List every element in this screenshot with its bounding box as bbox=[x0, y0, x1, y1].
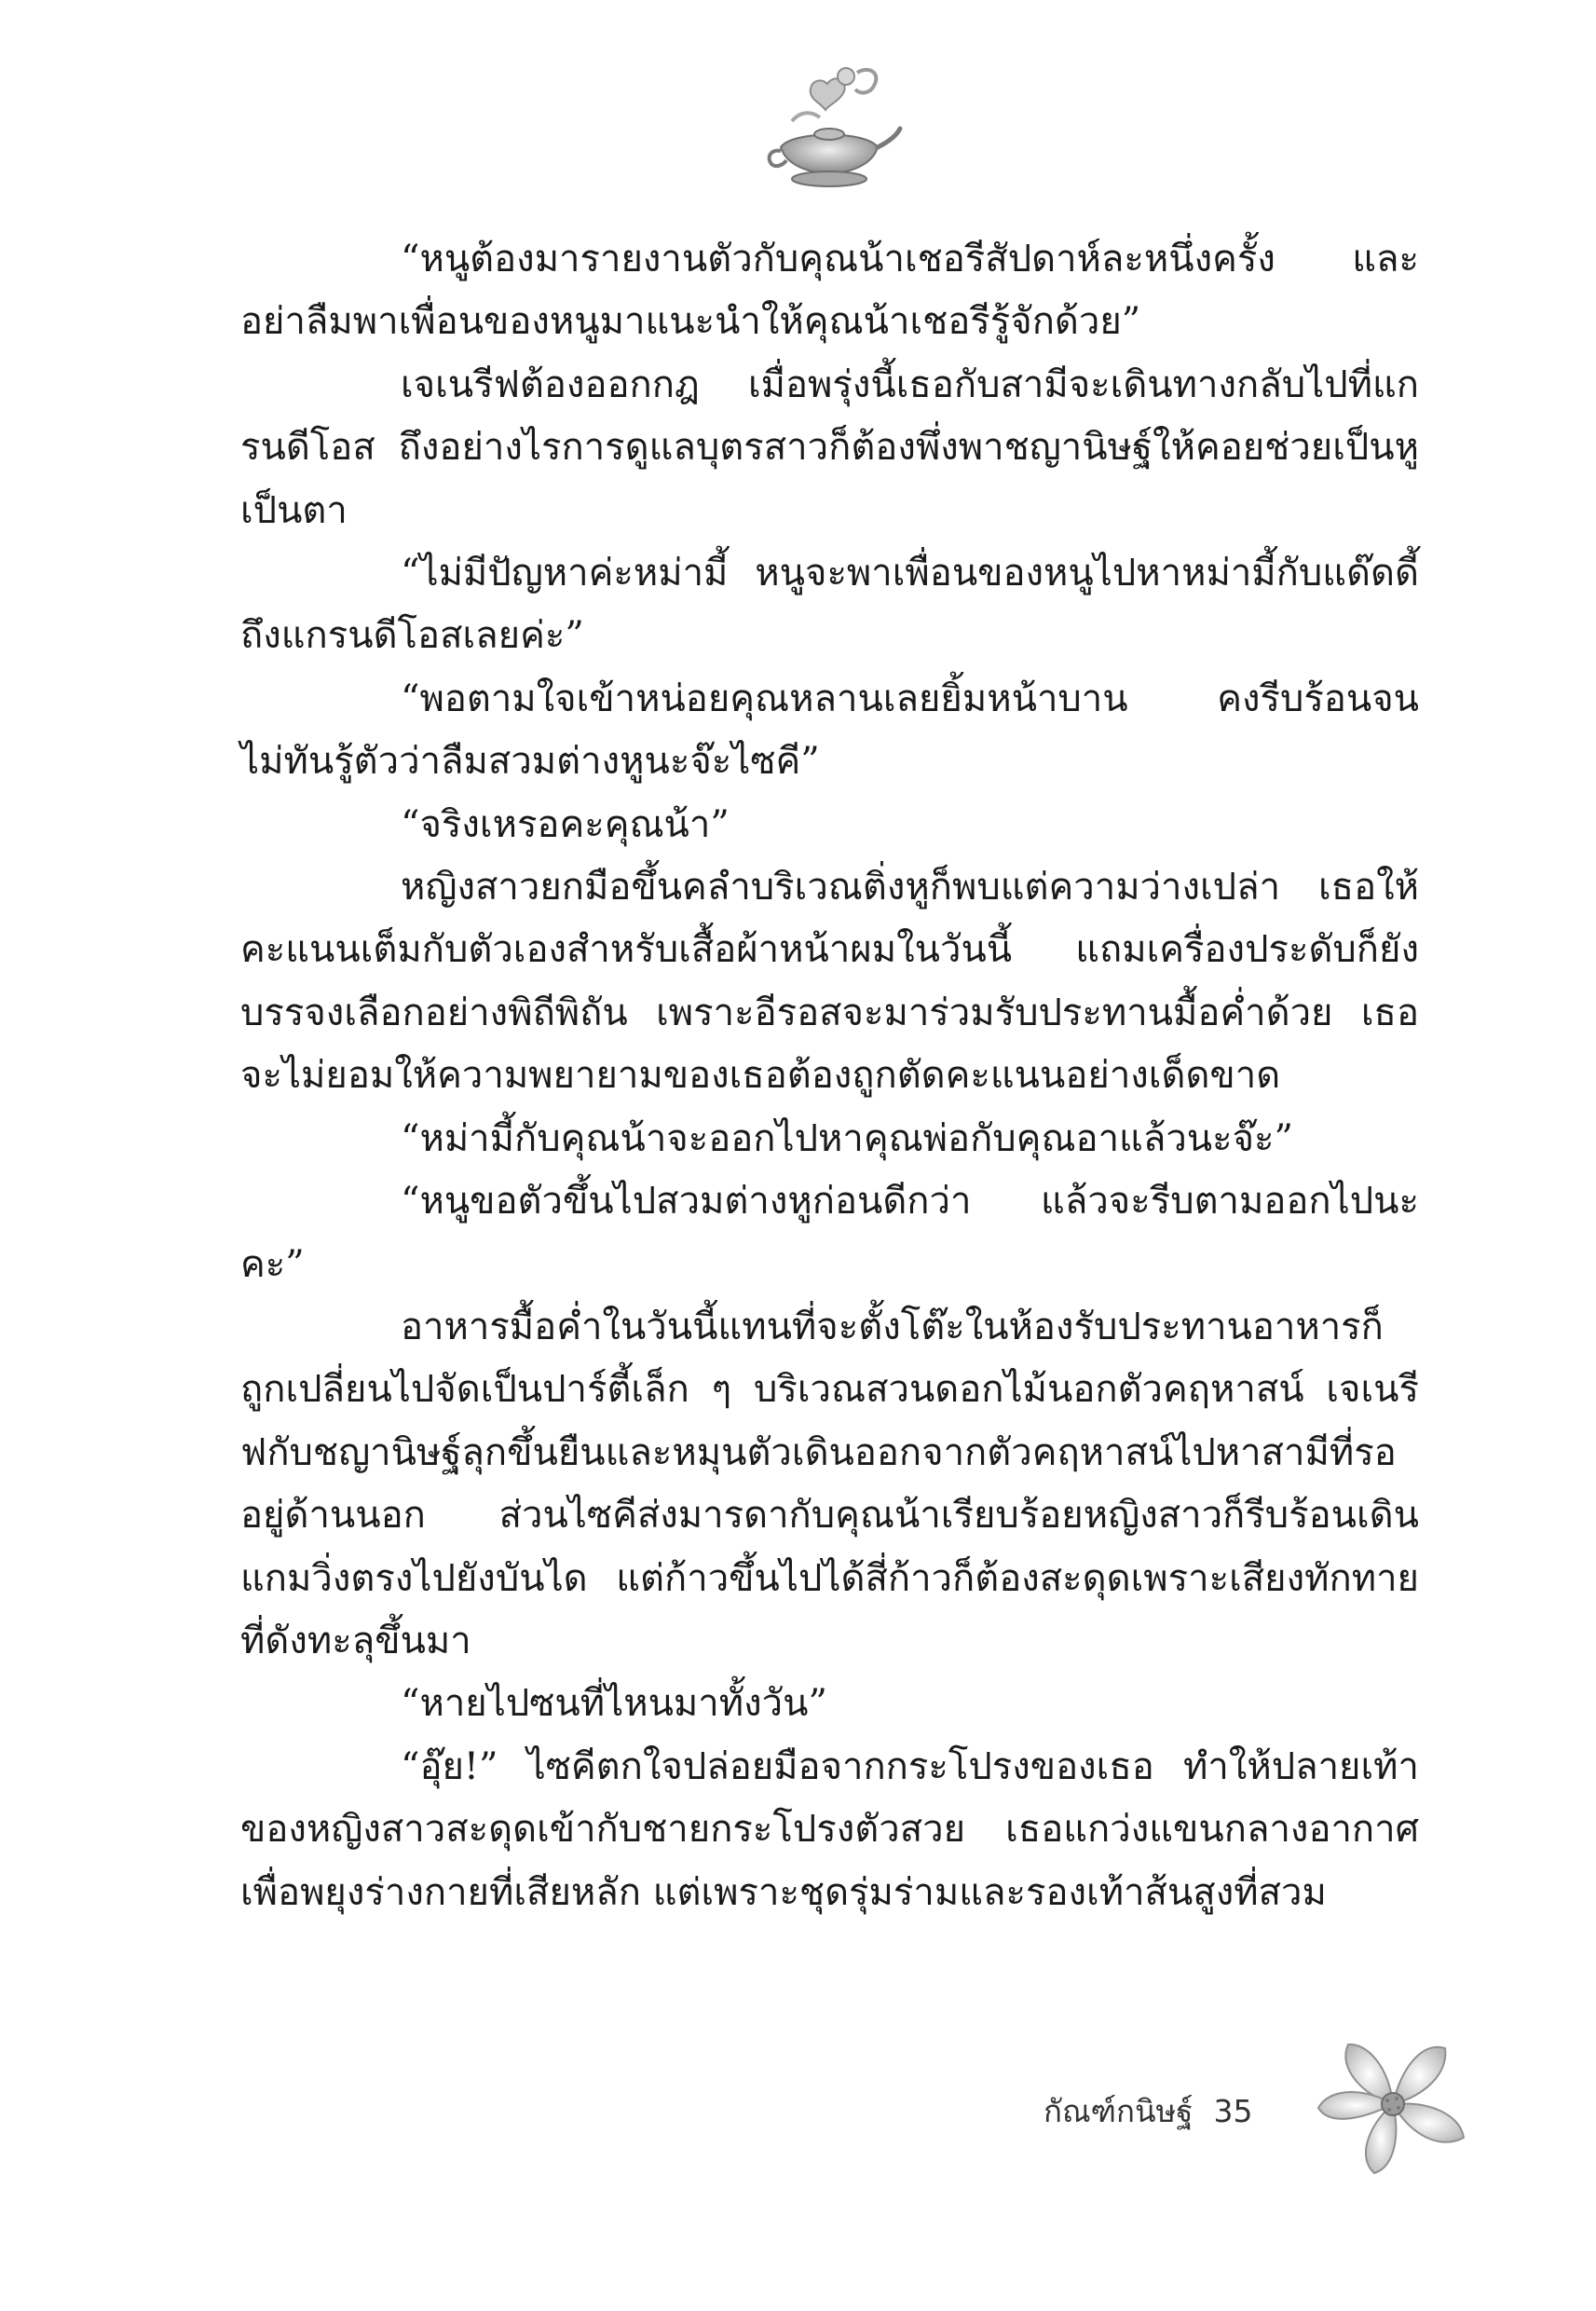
paragraph: “อุ๊ย!” ไซคีตกใจปล่อยมือจากกระโปรงของเธอ ทำให้ปลายเท้าของหญิงสาวสะดุดเข้ากับชายกระโปรงตัวสวย เธอแกว่งแขนกลางอากาศเพื่อพยุงร่างกายที่เสียหลัก แต่เพราะชุดรุ่มร่ามและรองเท้าส้นสูงที่สวม bbox=[240, 1744, 1419, 1914]
paragraph: อาหารมื้อค่ำในวันนี้แทนที่จะตั้งโต๊ะในห้องรับประทานอาหารก็ถูกเปลี่ยนไปจัดเป็นปาร์ตี้เล็ก ๆ บริเวณสวนดอกไม้นอกตัวคฤหาสน์ เจเนรีฟกับชญานิษฐ์ลุกขึ้นยืนและหมุนตัวเดินออกจากตัวคฤหาสน์ไปหาสามีที่รออยู่ด้านนอก ส่วนไซคีส่งมารดากับคุณน้าเรียบร้อยหญิงสาวก็รีบร้อนเดินแกมวิ่งตรงไปยังบันได แต่ก้าวขึ้นไปได้สี่ก้าวก็ต้องสะดุดเพราะเสียงทักทายที่ดังทะลุขึ้นมา bbox=[240, 1305, 1419, 1662]
body-text bbox=[240, 228, 1419, 1924]
paragraph: เจเนรีฟต้องออกกฎ เมื่อพรุ่งนี้เธอกับสามีจะเดินทางกลับไปที่แกรนดีโอส ถึงอย่างไรการดูแลบุตรสาวก็ต้องพึ่งพาชญานิษฐ์ให้คอยช่วยเป็นหูเป็นตา bbox=[240, 362, 1419, 532]
paragraph: “ไม่มีปัญหาค่ะหม่ามี้ หนูจะพาเพื่อนของหนูไปหาหม่ามี้กับแด๊ดดี้ถึงแกรนดีโอสเลยค่ะ” bbox=[240, 552, 1419, 658]
cupid-teapot-ornament-icon bbox=[755, 56, 904, 205]
paragraph: “หายไปซนที่ไหนมาทั้งวัน” bbox=[401, 1682, 827, 1726]
paragraph: หญิงสาวยกมือขึ้นคลำบริเวณติ่งหูก็พบแต่ความว่างเปล่า เธอให้คะแนนเต็มกับตัวเองสำหรับเสื้อผ้าหน้าผมในวันนี้ แถมเครื่องประดับก็ยังบรรจงเลือกอย่างพิถีพิถัน เพราะอีรอสจะมาร่วมรับประทานมื้อค่ำด้วย เธอจะไม่ยอมให้ความพยายามของเธอต้องถูกตัดคะแนนอย่างเด็ดขาด bbox=[240, 866, 1419, 1098]
paragraph: “หนูขอตัวขึ้นไปสวมต่างหูก่อนดีกว่า แล้วจะรีบตามออกไปนะคะ” bbox=[240, 1180, 1419, 1286]
page-number: 35 bbox=[1213, 2092, 1253, 2129]
book-title: กัณฑ์กนิษฐ์ bbox=[1044, 2092, 1194, 2129]
page-footer bbox=[1044, 2083, 1253, 2139]
paragraph: “พอตามใจเข้าหน่อยคุณหลานเลยยิ้มหน้าบาน คงรีบร้อนจนไม่ทันรู้ตัวว่าลืมสวมต่างหูนะจ๊ะไซคี” bbox=[240, 677, 1419, 784]
paragraph: “หนูต้องมารายงานตัวกับคุณน้าเชอรีสัปดาห์ละหนึ่งครั้ง และอย่าลืมพาเพื่อนของหนูมาแนะนำให้คุณน้าเชอรีรู้จักด้วย” bbox=[240, 238, 1419, 344]
paragraph: “หม่ามี้กับคุณน้าจะออกไปหาคุณพ่อกับคุณอาแล้วนะจ๊ะ” bbox=[401, 1116, 1293, 1160]
paragraph: “จริงเหรอคะคุณน้า” bbox=[401, 802, 730, 846]
magnolia-flower-icon bbox=[1309, 2022, 1477, 2181]
